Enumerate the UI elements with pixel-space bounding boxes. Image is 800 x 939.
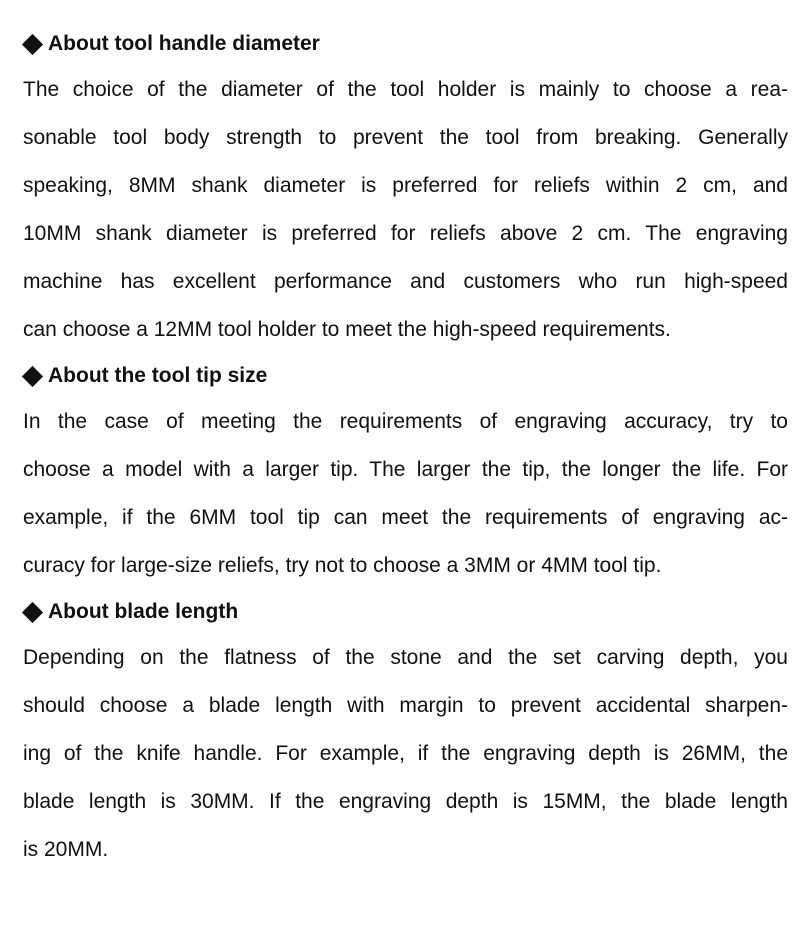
section-tool-handle-diameter bbox=[23, 22, 788, 354]
section-blade-length bbox=[23, 590, 788, 874]
heading-text: About tool handle diameter bbox=[48, 32, 320, 55]
paragraph-line: example, if the 6MM tool tip can meet the requirements of engraving ac- bbox=[23, 506, 788, 529]
document-page bbox=[23, 22, 788, 874]
paragraph-line: blade length is 30MM. If the engraving depth is 15MM, the blade length bbox=[23, 790, 788, 813]
heading-text: About the tool tip size bbox=[48, 364, 268, 387]
paragraph-line: 10MM shank diameter is preferred for reliefs above 2 cm. The engraving bbox=[23, 222, 788, 245]
paragraph-line: can choose a 12MM tool holder to meet the high-speed requirements. bbox=[23, 318, 671, 341]
paragraph-line: Depending on the flatness of the stone and the set carving depth, you bbox=[23, 646, 788, 669]
heading-text: About blade length bbox=[48, 600, 239, 623]
paragraph-line: is 20MM. bbox=[23, 838, 109, 861]
section-heading bbox=[23, 354, 788, 398]
section-paragraph bbox=[23, 398, 788, 590]
paragraph-line: speaking, 8MM shank diameter is preferred for reliefs within 2 cm, and bbox=[23, 174, 788, 197]
paragraph-line: choose a model with a larger tip. The larger the tip, the longer the life. For bbox=[23, 458, 788, 481]
section-heading bbox=[23, 22, 788, 66]
diamond-bullet-icon bbox=[22, 601, 43, 622]
section-heading bbox=[23, 590, 788, 634]
paragraph-line: should choose a blade length with margin to prevent accidental sharpen- bbox=[23, 694, 788, 717]
diamond-bullet-icon bbox=[22, 365, 43, 386]
paragraph-line: ing of the knife handle. For example, if the engraving depth is 26MM, the bbox=[23, 742, 788, 765]
diamond-bullet-icon bbox=[22, 33, 43, 54]
paragraph-line: sonable tool body strength to prevent the tool from breaking. Generally bbox=[23, 126, 788, 149]
section-paragraph bbox=[23, 66, 788, 354]
paragraph-line: curacy for large-size reliefs, try not to choose a 3MM or 4MM tool tip. bbox=[23, 554, 662, 577]
section-tool-tip-size bbox=[23, 354, 788, 590]
section-paragraph bbox=[23, 634, 788, 874]
paragraph-line: In the case of meeting the requirements of engraving accuracy, try to bbox=[23, 410, 788, 433]
paragraph-line: The choice of the diameter of the tool holder is mainly to choose a rea- bbox=[23, 78, 788, 101]
paragraph-line: machine has excellent performance and customers who run high-speed bbox=[23, 270, 788, 293]
